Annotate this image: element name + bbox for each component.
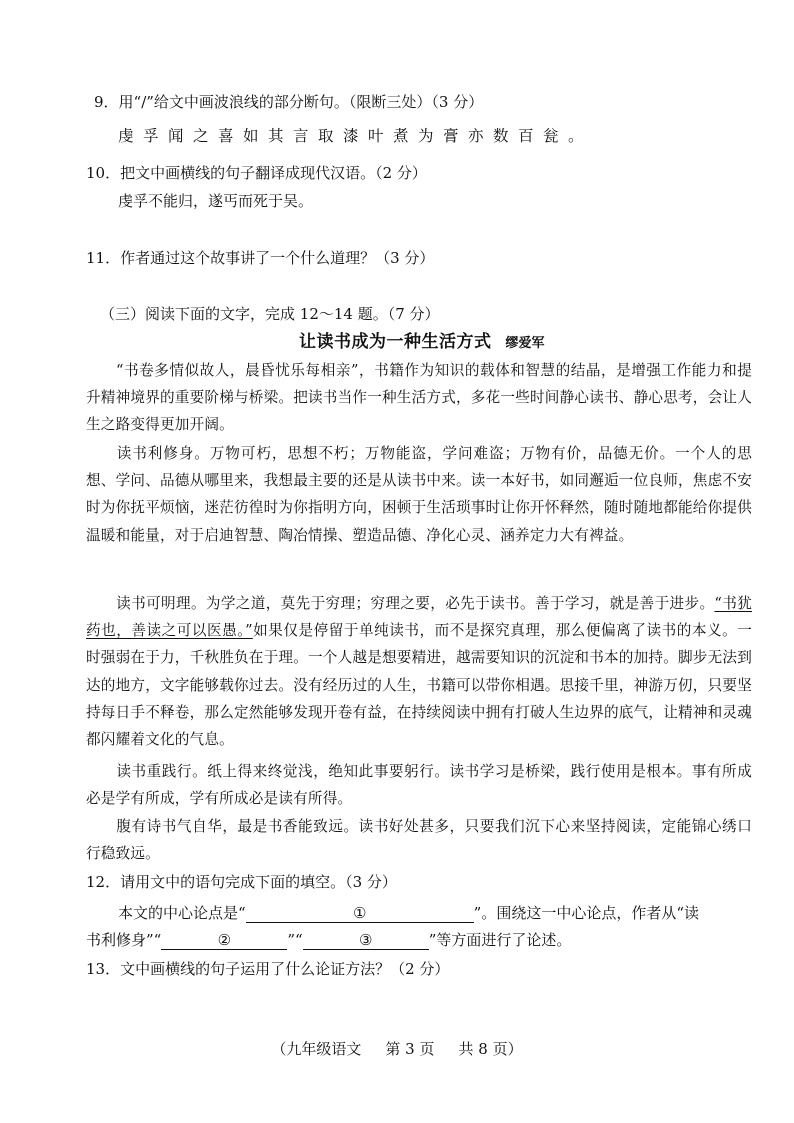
section-3-header: （三）阅读下面的文字，完成 12～14 题。（7 分）	[100, 305, 440, 323]
paragraph-3-text-a: 读书可明理。为学之道，莫先于穷理；穷理之要，必先于读书。善于学习，就是善于进步。	[116, 595, 715, 612]
blank-1[interactable]: ①	[246, 904, 474, 923]
article-heading	[299, 332, 545, 354]
article-paragraph-2	[86, 440, 752, 549]
article-paragraph-4	[86, 758, 752, 812]
q12-line2-mid: ”“	[287, 931, 303, 949]
q12-line2-start: 书利修身”“	[86, 931, 162, 949]
question-10-prompt: 10．把文中画横线的句子翻译成现代汉语。（2 分）	[86, 164, 427, 182]
q12-line1-end: ”。围绕这一中心论点，作者从“读	[473, 904, 700, 922]
question-9-text: 虔孚闻之喜如其言取漆叶煮为膏亦数百瓮。	[118, 127, 594, 145]
question-10-text: 虔孚不能归，遂丐而死于吴。	[118, 192, 314, 210]
article-paragraph-5	[86, 813, 752, 867]
paragraph-1-text: “书卷多情似故人，晨昏忧乐每相亲”，书籍作为知识的载体和智慧的结晶，是增强工作能力和提升精神境界的重要阶梯与桥梁。把读书当作一种生活方式，多花一些时间静心读书、静心思考，会让人生之路变得更加开阔。	[86, 362, 752, 434]
paragraph-5-text: 腹有诗书气自华，最是书香能致远。读书好处甚多，只要我们沉下心来坚持阅读，定能锦心绣口行稳致远。	[86, 818, 752, 863]
article-title: 让读书成为一种生活方式	[299, 332, 492, 352]
q12-line1-start: 本文的中心论点是“	[118, 904, 246, 922]
question-12-prompt: 12．请用文中的语句完成下面的填空。（3 分）	[86, 873, 397, 891]
footer-total-pages: 共 8 页）	[458, 1040, 523, 1058]
paragraph-3-text-b: 如果仅是停留于单纯读书，而不是探究真理，那么便偏离了读书的本义。一时强弱在于力，千秋胜负在于理。一个人越是想要精进，越需要知识的沉淀和书本的加持。脚步无法到达的地方，文字能够载你过去。没有经历过的人生，书籍可以带你相遇。思接千里，神游万仞，只要坚持每日手不释卷，那么定然能够发现开卷有益，在持续阅读中拥有打破人生边界的底气，让精神和灵魂都闪耀着文化的气息。	[86, 622, 753, 749]
footer-subject: （九年级语文	[271, 1040, 362, 1058]
question-9-prompt: 9．用“/”给文中画波浪线的部分断句。（限断三处）（3 分）	[94, 93, 484, 111]
question-12-line-1	[118, 903, 699, 923]
blank-2[interactable]: ②	[161, 931, 287, 950]
q12-line2-end: ”等方面进行了论述。	[428, 931, 572, 949]
blank-3[interactable]: ③	[303, 931, 429, 950]
article-paragraph-3	[86, 590, 752, 753]
question-11-prompt: 11．作者通过这个故事讲了一个什么道理？（3 分）	[86, 249, 435, 267]
paragraph-2-text: 读书利修身。万物可朽，思想不朽；万物能盗，学问难盗；万物有价，品德无价。一个人的思想、学问、品德从哪里来，我想最主要的还是从读书中来。读一本好书，如同邂逅一位良师，焦虑不安时为你抚平烦恼，迷茫彷徨时为你指明方向，困顿于生活琐事时让你开怀释然，随时随地都能给你提供温暖和能量，对于启迪智慧、陶冶情操、塑造品德、净化心灵、涵养定力大有裨益。	[86, 445, 752, 544]
article-author: 缪爱军	[505, 336, 545, 351]
page-footer	[0, 1038, 794, 1059]
footer-page-number: 第 3 页	[385, 1040, 435, 1058]
paragraph-4-text: 读书重践行。纸上得来终觉浅，绝知此事要躬行。读书学习是桥梁，践行使用是根本。事有所成必是学有所成，学有所成必是读有所得。	[86, 763, 752, 808]
article-paragraph-1	[86, 357, 752, 439]
question-13-prompt: 13．文中画横线的句子运用了什么论证方法？（2 分）	[86, 960, 450, 978]
question-12-line-2	[86, 930, 571, 950]
underlined-quote: “书犹药也，善读之可以医愚。”	[86, 595, 752, 640]
